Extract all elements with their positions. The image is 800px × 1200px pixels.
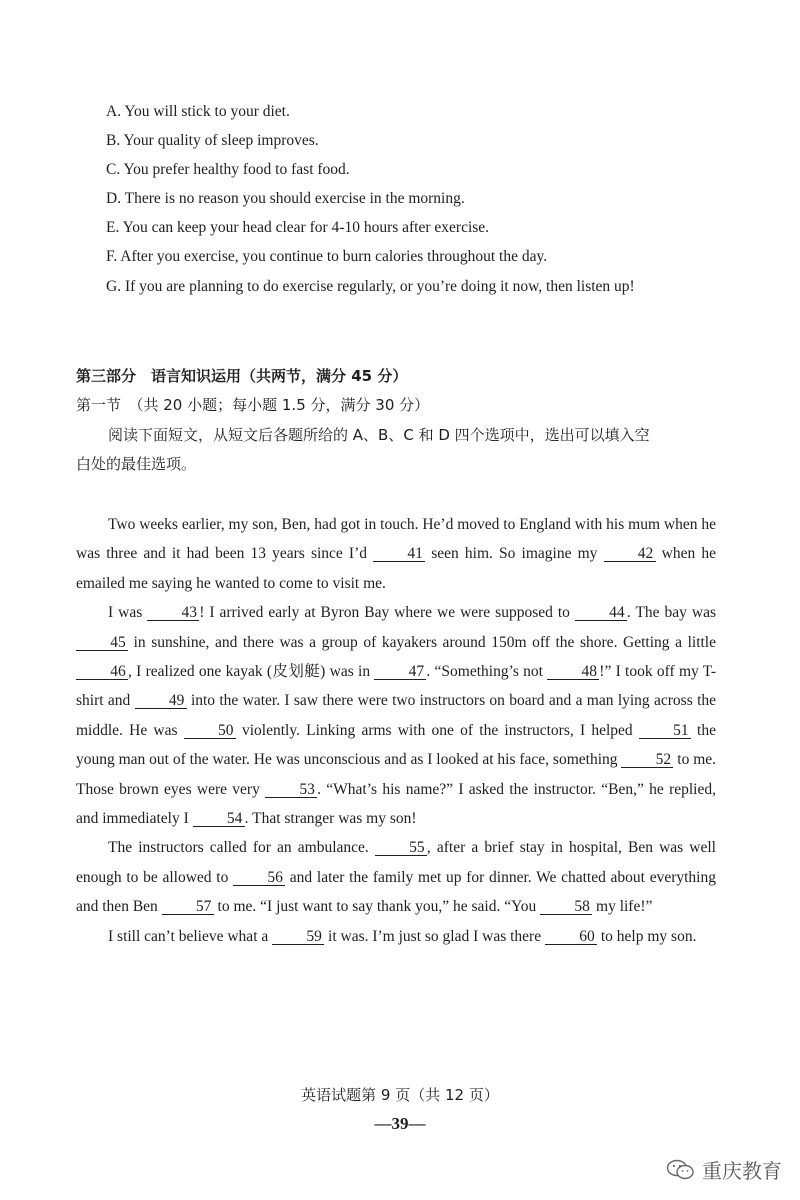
option-c: C. You prefer healthy food to fast food. — [106, 161, 350, 178]
passage — [76, 510, 716, 951]
blank-57: 57 — [162, 899, 214, 915]
paragraph-1: Two weeks earlier, my son, Ben, had got in touch. He’d moved to England with his mum when he was three and it had been 13 years since I’d 41 seen him. So imagine my 42 when he emailed me saying he wanted to come to visit me. — [76, 516, 716, 592]
blank-46: 46 — [76, 664, 128, 680]
part-title: 第三部分 语言知识运用（共两节，满分 45 分） — [76, 367, 408, 385]
blank-51: 51 — [639, 723, 691, 739]
subsection-title: 第一节 （共 20 小题；每小题 1.5 分，满分 30 分） — [76, 396, 430, 414]
blank-48: 48 — [547, 664, 599, 680]
option-d: D. There is no reason you should exercise in the morning. — [106, 190, 465, 207]
blank-43: 43 — [147, 605, 199, 621]
blank-49: 49 — [135, 693, 187, 709]
blank-58: 58 — [540, 899, 592, 915]
blank-54: 54 — [193, 811, 245, 827]
blank-44: 44 — [575, 605, 627, 621]
blank-47: 47 — [374, 664, 426, 680]
blank-55: 55 — [375, 840, 427, 856]
option-e: E. You can keep your head clear for 4-10 hours after exercise. — [106, 219, 490, 236]
paragraph-3: The instructors called for an ambulance. 55 , after a brief stay in hospital, Ben was well enough to be allowed to 56 and later the family met up for dinner. We chatted about everything and then Ben 57 to me. “I just want to say thank you,” he said. “You 58 my life!” — [76, 839, 716, 916]
option-b: B. Your quality of sleep improves. — [106, 132, 319, 149]
watermark — [666, 1155, 782, 1184]
blank-56: 56 — [233, 870, 285, 886]
page-number: —39— — [374, 1114, 426, 1133]
blank-41: 41 — [373, 546, 425, 562]
option-f: F. After you exercise, you continue to burn calories throughout the day. — [106, 248, 548, 265]
blank-42: 42 — [604, 546, 656, 562]
blank-59: 59 — [272, 929, 324, 945]
blank-52: 52 — [621, 752, 673, 768]
paragraph-2: I was 43 ! I arrived early at Byron Bay where we were supposed to 44 . The bay was 45 in sunshine, and there was a group of kayakers around 150m off the shore. Getting a little 46 , I realized one kayak (皮划艇) was in 47 . “Something’s not 48 !” I took off my T-shirt and 49 into the water. I saw there were two instructors on board and a man lying across the middle. He was 50 violently. Linking arms with one of the instructors, I helped 51 the young man out of the water. He was unconscious and as I looked at his face, something 52 to me. Those brown eyes were very 53 . “What’s his name?” I asked the instructor. “Ben,” he replied, and immediately I 54 . That stranger was my son! — [76, 604, 717, 828]
option-g: G. If you are planning to do exercise regularly, or you’re doing it now, then listen up! — [106, 278, 635, 295]
blank-45: 45 — [76, 635, 128, 651]
blank-50: 50 — [184, 723, 236, 739]
instruction-line-2: 白处的最佳选项。 — [76, 455, 197, 473]
option-a: A. You will stick to your diet. — [106, 103, 290, 120]
paragraph-4: I still can’t believe what a 59 it was. I’m just so glad I was there 60 to help my son. — [108, 927, 697, 945]
instruction-line-1: 阅读下面短文，从短文后各题所给的 A、B、C 和 D 四个选项中，选出可以填入空 — [108, 426, 650, 444]
watermark-text: 重庆教育 — [702, 1159, 782, 1183]
wechat-icon — [666, 1158, 696, 1182]
blank-60: 60 — [545, 929, 597, 945]
page-footer-title: 英语试题第 9 页（共 12 页） — [301, 1086, 499, 1104]
blank-53: 53 — [265, 782, 317, 798]
